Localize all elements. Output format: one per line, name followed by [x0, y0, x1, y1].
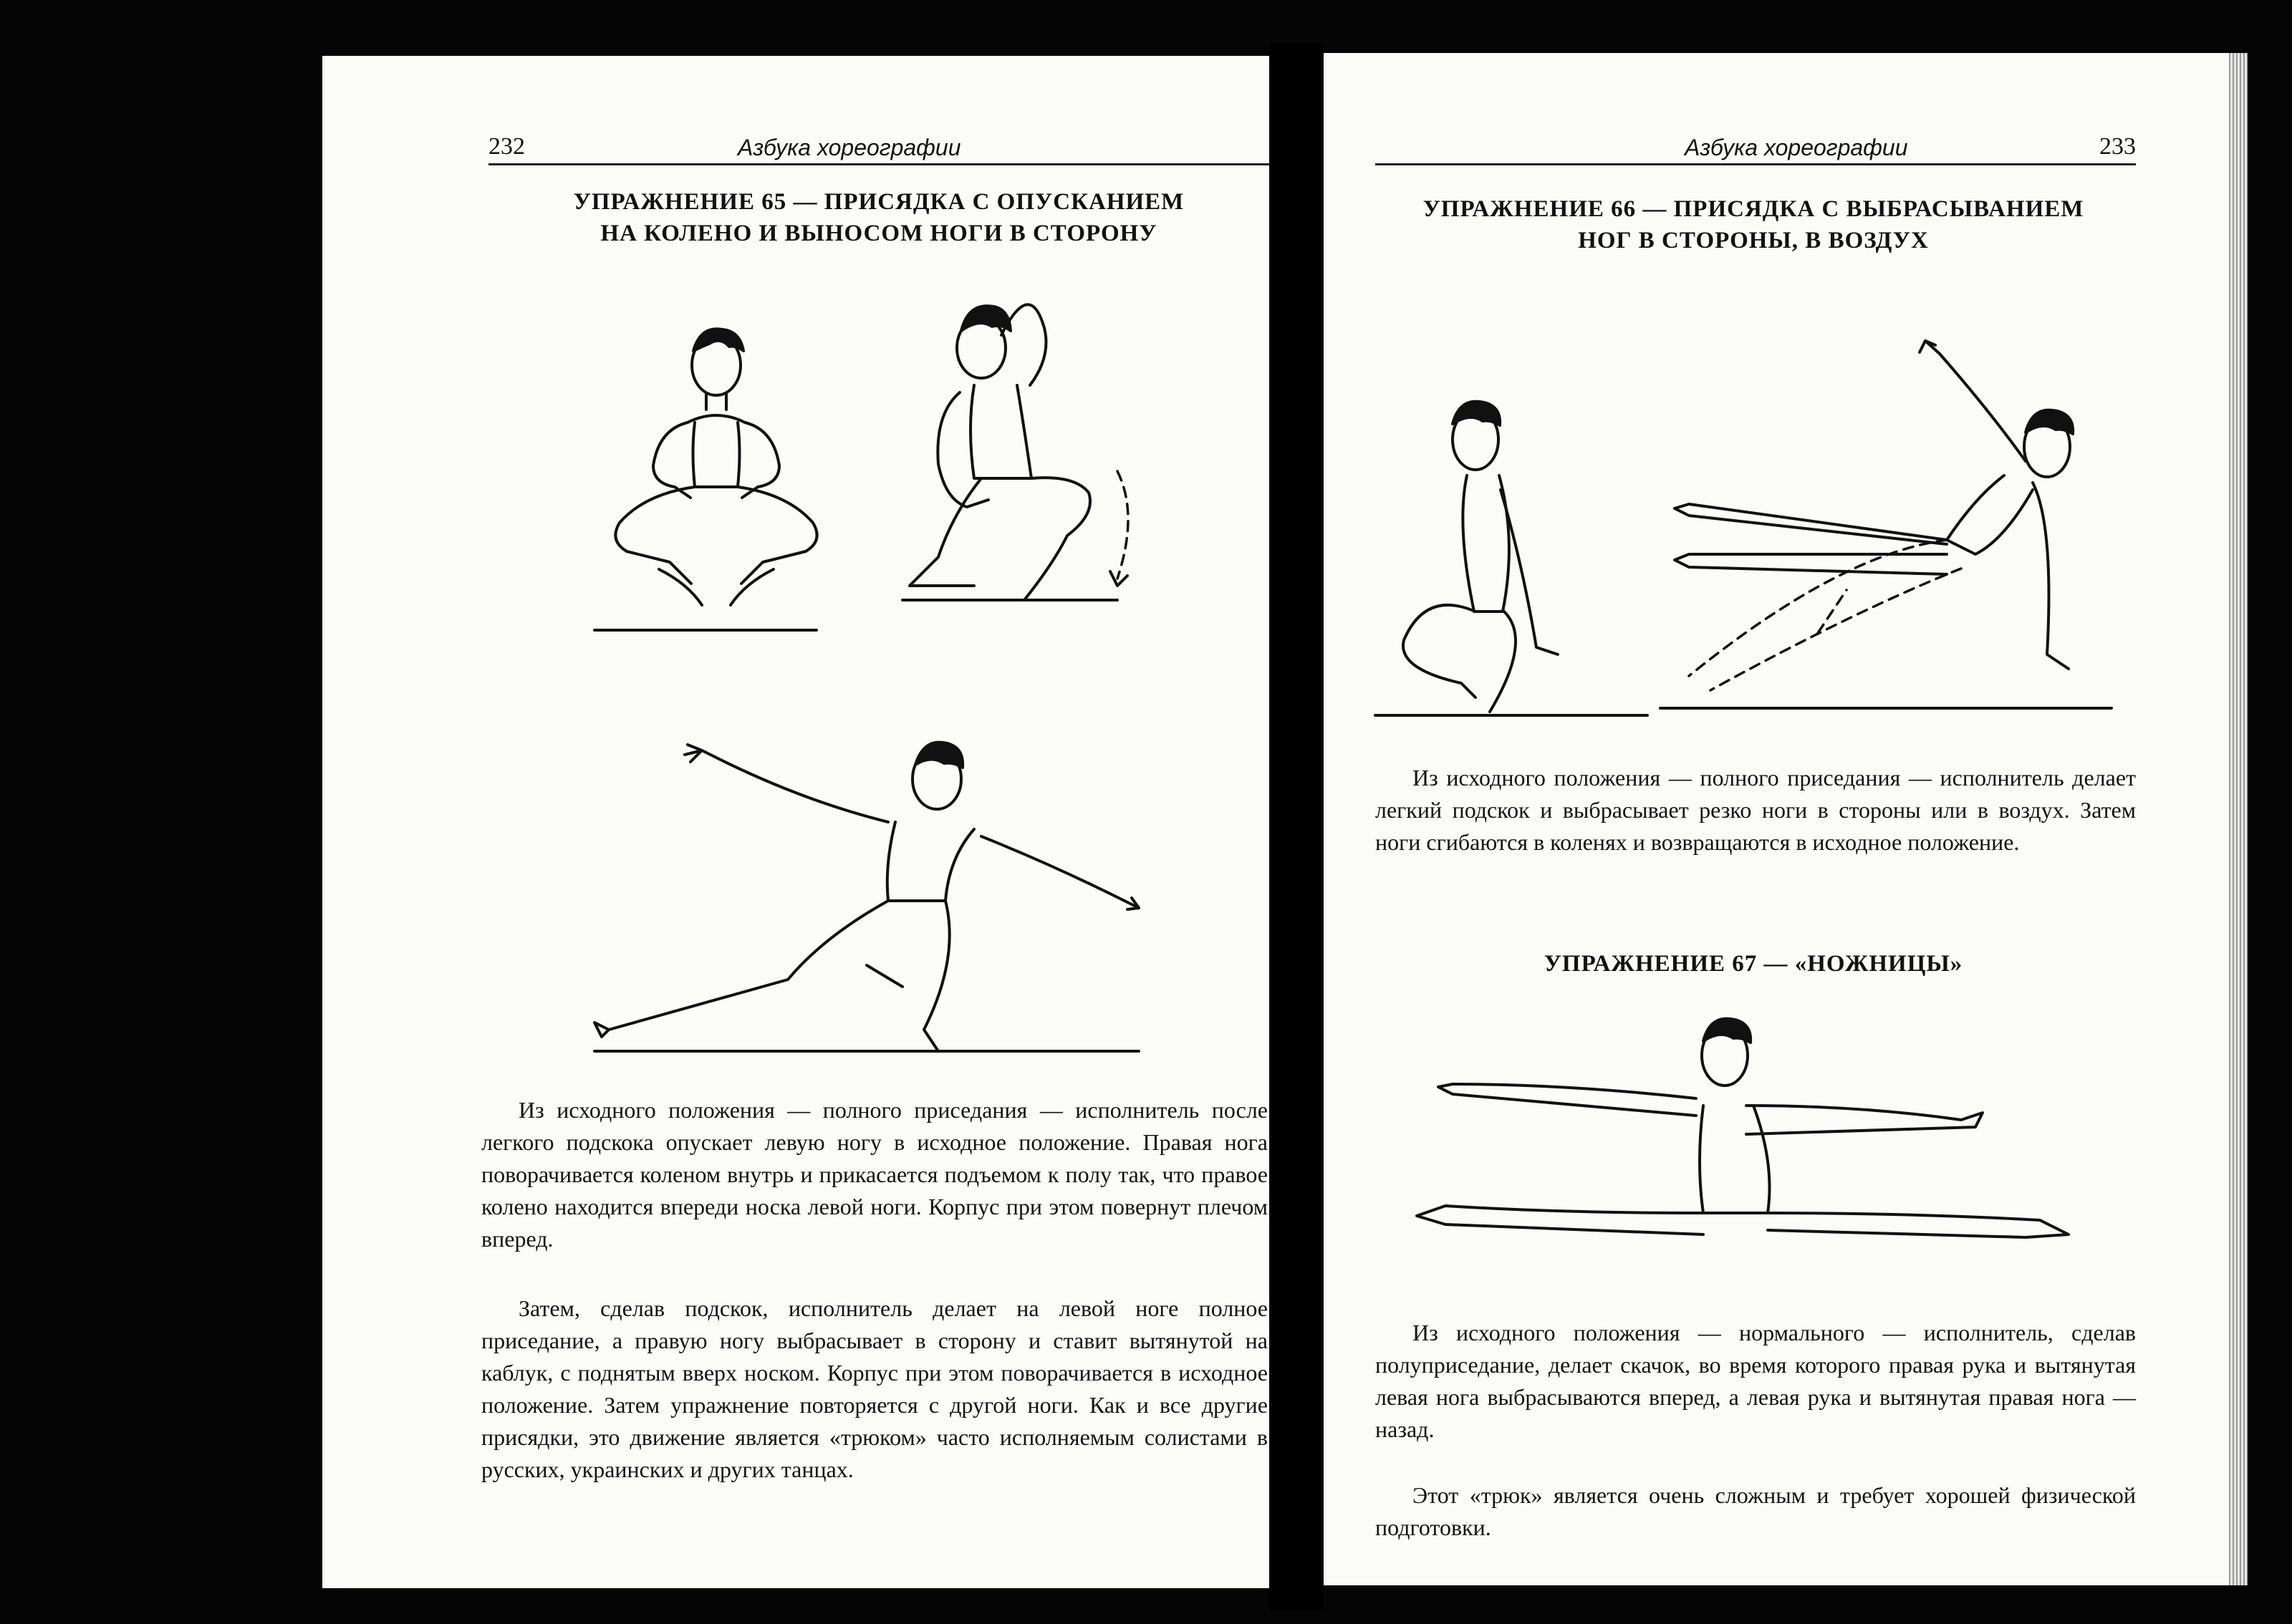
exercise-65-paragraph-2: Затем, сделав подскок, исполнитель делает на левой ноге полное приседание, а правую ногу выбрасывает в сторону и ставит вытянутой на каблук, с поднятым вверх носком. Корпус при этом поворачивается в исходное положение. Затем упражнение повторяется с другой ноги. Как и все другие присядки, это движение является «трюком» часто исполняемым солистами в русских, украинских и других танцах.: [481, 1295, 1268, 1482]
exercise-67-title: УПРАЖНЕНИЕ 67 — «НОЖНИЦЫ»: [1544, 951, 1963, 977]
illustration-leg-to-side: [594, 743, 1153, 1065]
exercise-65-title-line2: НА КОЛЕНО И ВЫНОСОМ НОГИ В СТОРОНУ: [600, 221, 1157, 246]
exercise-67-text-2: Этот «трюк» является очень сложным и требует хорошей физической подготовки.: [1375, 1482, 2136, 1540]
illustration-legs-in-air: [1660, 339, 2119, 719]
exercise-66-title-line2: НОГ В СТОРОНЫ, В ВОЗДУХ: [1578, 228, 1929, 253]
exercise-66-text: Из исходного положения — полного приседания — исполнитель делает легкий подскок и выбрасывает резко ноги в стороны или в воздух. Затем ноги сгибаются в коленях и возвращаются в исходное положение.: [1375, 765, 2136, 855]
book-spine: [1269, 43, 1324, 1611]
exercise-66-title-line1: УПРАЖНЕНИЕ 66 — ПРИСЯДКА С ВЫБРАСЫВАНИЕМ: [1422, 196, 2084, 222]
right-running-header: [1375, 133, 2136, 165]
left-running-header: [488, 133, 1269, 165]
right-page: [1324, 53, 2248, 1585]
exercise-65-title-line1: УПРАЖНЕНИЕ 65 — ПРИСЯДКА С ОПУСКАНИЕМ: [573, 189, 1185, 215]
exercise-66-title: [1367, 193, 2140, 256]
illustration-scissors: [1410, 1012, 2097, 1299]
left-page-number: 232: [488, 133, 525, 160]
left-book-title: Азбука хореографии: [738, 135, 961, 160]
exercise-65-paragraph-1: Из исходного положения — полного приседания — исполнитель после легкого подскока опускает левую ногу в исходное положение. Правая нога поворачивается коленом внутрь и прикасается подъемом к полу так, что правое колено находится впереди носка левой ноги. Корпус при этом повернут плечом вперед.: [481, 1097, 1268, 1252]
left-page: [322, 56, 1269, 1588]
page-edge: [2229, 53, 2248, 1585]
illustration-crouch-side: [1375, 382, 1655, 719]
exercise-65-title: [488, 186, 1269, 249]
exercise-67-text-1: Из исходного положения — нормального — исполнитель, сделав полуприседание, делает скачок, во время которого правая рука и вытянутая левая нога выбрасываются вперед, а левая рука и вытянутая правая нога — назад.: [1375, 1320, 2136, 1442]
right-page-number: 233: [2099, 133, 2136, 160]
illustration-squat-front: [580, 315, 838, 644]
illustration-squat-kneel: [895, 285, 1139, 629]
right-book-title: Азбука хореографии: [1685, 135, 1908, 160]
